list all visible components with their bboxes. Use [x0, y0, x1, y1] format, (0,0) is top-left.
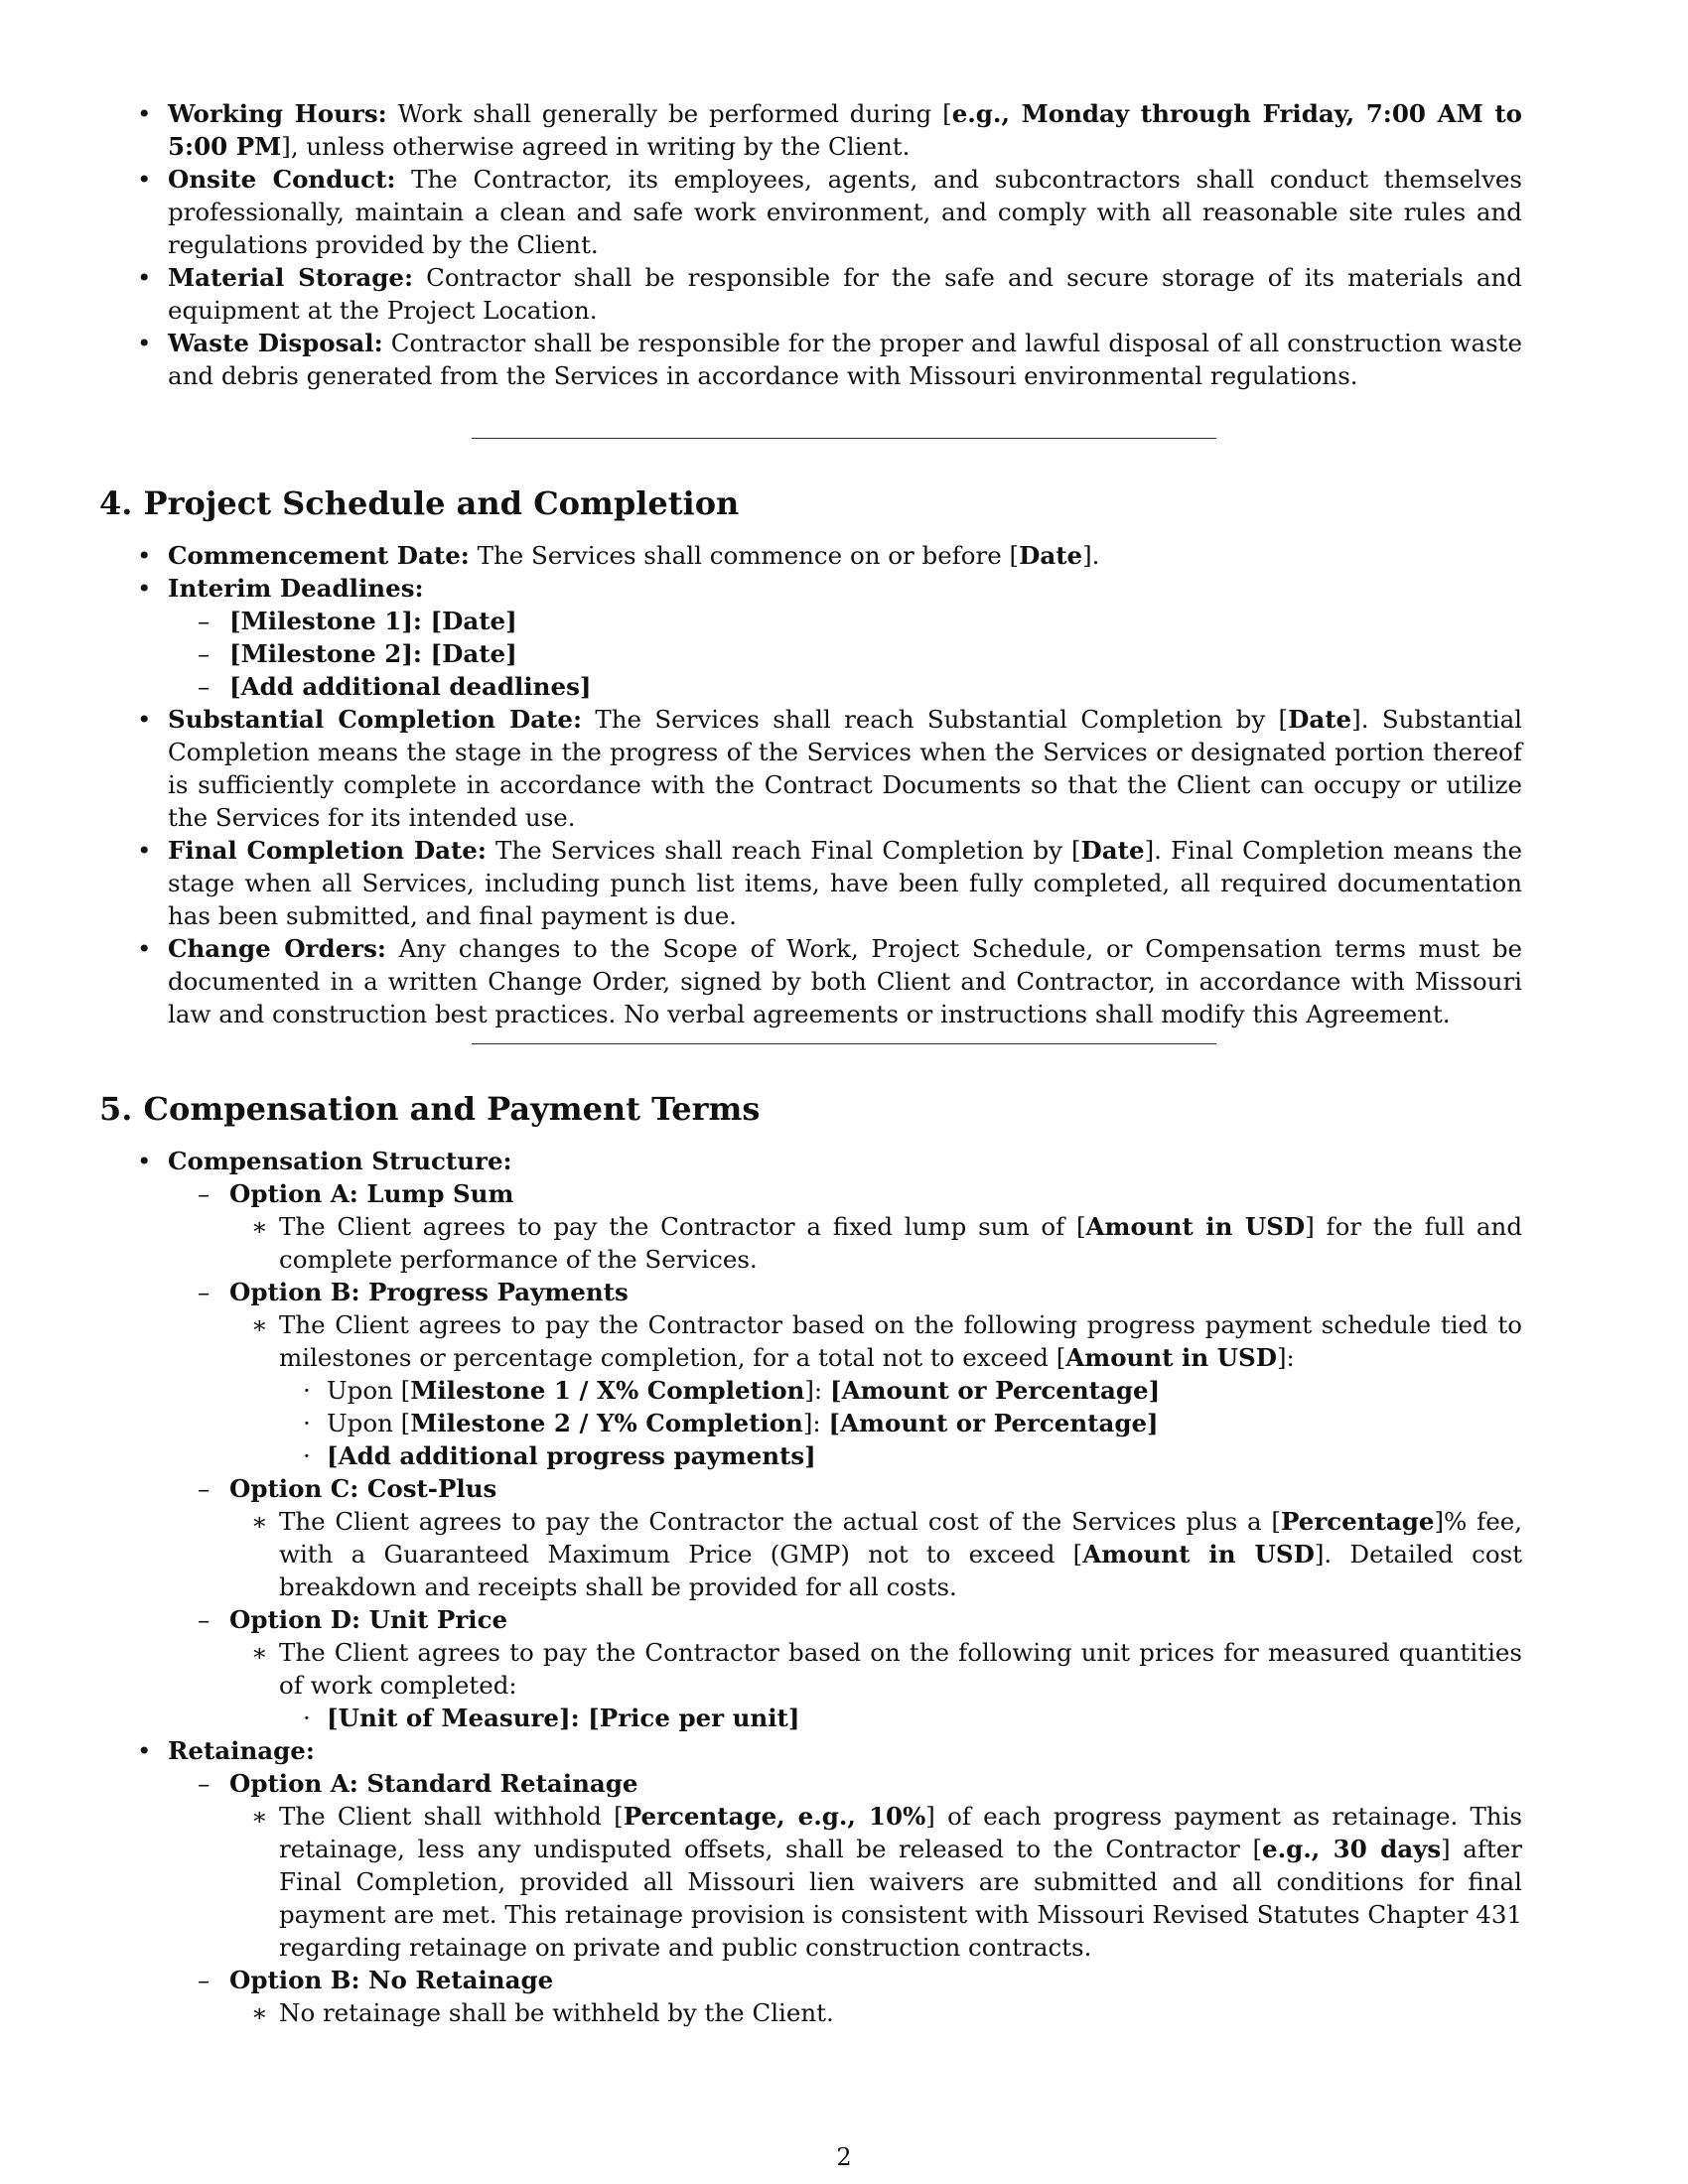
retainage-option-b: – Option B: No Retainage ∗ No retainage shall be withheld by the Client. — [168, 1964, 1522, 2029]
list-item-material-storage: • Material Storage: Contractor shall be responsible for the safe and secure storage of its materials and equipment at the Project Location. — [99, 261, 1522, 327]
section-divider — [472, 1043, 1216, 1044]
progress-payment-item: · [Add additional progress payments] — [279, 1439, 1522, 1472]
progress-payment-item: · Upon [Milestone 2 / Y% Completion]: [Amount or Percentage] — [279, 1407, 1522, 1439]
option-b-progress-payments: – Option B: Progress Payments ∗ The Client agrees to pay the Contractor based on the following progress payment schedule tied to milestones or percentage completion, for a total not to exceed [Amount in USD]: · Upon [Milestone 1 / X% Completion]: [Amount or Percentage] · Upon [Milestone 2 / Y% Completion]: [Amount or Percentage] · [Add additional progress payments] — [168, 1276, 1522, 1472]
option-text: ∗ The Client agrees to pay the Contractor based on the following progress payment schedule tied to milestones or percentage completion, for a total not to exceed [Amount in USD]: · Upon [Milestone 1 / X% Completion]: [Amount or Percentage] · Upon [Milestone 2 / Y% Completion]: [Amount or Percentage] · [Add additional progress payments] — [229, 1308, 1522, 1472]
sublist-item: – [Milestone 1]: [Date] — [168, 605, 1522, 637]
list-item-final-completion: • Final Completion Date: The Services shall reach Final Completion by [Date]. Final Completion means the stage when all Services, including punch list items, have been fully completed, all required documentation has been submitted, and final payment is due. — [99, 834, 1522, 932]
option-text: ∗ The Client agrees to pay the Contractor a fixed lump sum of [Amount in USD] for the full and complete performance of the Services. — [229, 1210, 1522, 1276]
list-item-change-orders: • Change Orders: Any changes to the Scope of Work, Project Schedule, or Compensation terms must be documented in a written Change Order, signed by both Client and Contractor, in accordance with Missouri law and construction best practices. No verbal agreements or instructions shall modify this Agreement. — [99, 932, 1522, 1030]
option-text: ∗ The Client agrees to pay the Contractor the actual cost of the Services plus a [Percentage]% fee, with a Guaranteed Maximum Price (GMP) not to exceed [Amount in USD]. Detailed cost breakdown and receipts shall be provided for all costs. — [229, 1505, 1522, 1603]
unit-price-item: · [Unit of Measure]: [Price per unit] — [279, 1702, 1522, 1734]
list-item-interim-deadlines: • Interim Deadlines: – [Milestone 1]: [Date] – [Milestone 2]: [Date] – [Add additional deadlines] — [99, 572, 1522, 703]
page-number: 2 — [836, 2143, 852, 2171]
sublist-item: – [Add additional deadlines] — [168, 670, 1522, 703]
list-item-compensation-structure: • Compensation Structure: – Option A: Lump Sum ∗ The Client agrees to pay the Contractor a fixed lump sum of [Amount in USD] for the full and complete performance of the Services. – Option B: Progress Payments ∗ The Client agrees to pay the Contractor based on the following progress payment schedule tied to milestones or percentage completion, for a total not to exceed [Amount in USD]: · Upon [Milestone 1 / X% Completion]: [Amount or Percentage] · Upon [Milestone 2 / Y% Completion]: [Amount or Percentage] · [Add additional progress payments] – Option C: Cost-Plus ∗ The Client agrees to pay the Contractor the actual cost of the Services plus a [Percentage]% fee, with a Guaranteed Maximum Price (GMP) not to exceed [Amount in USD]. Detailed cost breakdown and receipts shall be provided for all costs. – Option D: Unit Price ∗ The Client agrees to pay the Contractor based on the following unit prices for measured quantities of work completed: · [Unit of Measure]: [Price per unit] — [99, 1145, 1522, 1734]
section-5-list — [0, 1145, 1522, 2029]
section-5-heading: 5. Compensation and Payment Terms — [99, 1090, 761, 1128]
option-text: ∗ No retainage shall be withheld by the Client. — [229, 1996, 1522, 2029]
list-item-retainage: • Retainage: – Option A: Standard Retainage ∗ The Client shall withhold [Percentage, e.g., 10%] of each progress payment as retainage. This retainage, less any undisputed offsets, shall be released to the Contractor [e.g., 30 days] after Final Completion, provided all Missouri lien waivers are submitted and all conditions for final payment are met. This retainage provision is consistent with Missouri Revised Statutes Chapter 431 regarding retainage on private and public construction contracts. – Option B: No Retainage ∗ No retainage shall be withheld by the Client. — [99, 1734, 1522, 2029]
option-c-cost-plus: – Option C: Cost-Plus ∗ The Client agrees to pay the Contractor the actual cost of the Services plus a [Percentage]% fee, with a Guaranteed Maximum Price (GMP) not to exceed [Amount in USD]. Detailed cost breakdown and receipts shall be provided for all costs. — [168, 1472, 1522, 1603]
list-item-commencement: • Commencement Date: The Services shall commence on or before [Date]. — [99, 539, 1522, 572]
progress-payment-item: · Upon [Milestone 1 / X% Completion]: [Amount or Percentage] — [279, 1374, 1522, 1407]
list-item-substantial-completion: • Substantial Completion Date: The Services shall reach Substantial Completion by [Date]. Substantial Completion means the stage in the progress of the Services when the Services or designated portion thereof is sufficiently complete in accordance with the Contract Documents so that the Client can occupy or utilize the Services for its intended use. — [99, 703, 1522, 834]
list-item-onsite-conduct: • Onsite Conduct: The Contractor, its employees, agents, and subcontractors shall conduct themselves professionally, maintain a clean and safe work environment, and comply with all reasonable site rules and regulations provided by the Client. — [99, 163, 1522, 261]
site-rules-list — [0, 97, 1522, 392]
option-a-lump-sum: – Option A: Lump Sum ∗ The Client agrees to pay the Contractor a fixed lump sum of [Amount in USD] for the full and complete performance of the Services. — [168, 1177, 1522, 1276]
list-item-working-hours: • Working Hours: Work shall generally be performed during [e.g., Monday through Friday, 7:00 AM to 5:00 PM], unless otherwise agreed in writing by the Client. — [99, 97, 1522, 163]
list-item-waste-disposal: • Waste Disposal: Contractor shall be responsible for the proper and lawful disposal of all construction waste and debris generated from the Services in accordance with Missouri environmental regulations. — [99, 327, 1522, 392]
option-d-unit-price: – Option D: Unit Price ∗ The Client agrees to pay the Contractor based on the following unit prices for measured quantities of work completed: · [Unit of Measure]: [Price per unit] — [168, 1603, 1522, 1734]
section-4-list — [0, 539, 1522, 1030]
section-4-heading: 4. Project Schedule and Completion — [99, 484, 740, 522]
sublist-item: – [Milestone 2]: [Date] — [168, 637, 1522, 670]
option-text: ∗ The Client agrees to pay the Contractor based on the following unit prices for measured quantities of work completed: · [Unit of Measure]: [Price per unit] — [229, 1636, 1522, 1734]
section-divider — [472, 438, 1216, 439]
option-text: ∗ The Client shall withhold [Percentage, e.g., 10%] of each progress payment as retainage. This retainage, less any undisputed offsets, shall be released to the Contractor [e.g., 30 days] after Final Completion, provided all Missouri lien waivers are submitted and all conditions for final payment are met. This retainage provision is consistent with Missouri Revised Statutes Chapter 431 regarding retainage on private and public construction contracts. — [229, 1800, 1522, 1964]
retainage-option-a: – Option A: Standard Retainage ∗ The Client shall withhold [Percentage, e.g., 10%] of each progress payment as retainage. This retainage, less any undisputed offsets, shall be released to the Contractor [e.g., 30 days] after Final Completion, provided all Missouri lien waivers are submitted and all conditions for final payment are met. This retainage provision is consistent with Missouri Revised Statutes Chapter 431 regarding retainage on private and public construction contracts. — [168, 1767, 1522, 1964]
